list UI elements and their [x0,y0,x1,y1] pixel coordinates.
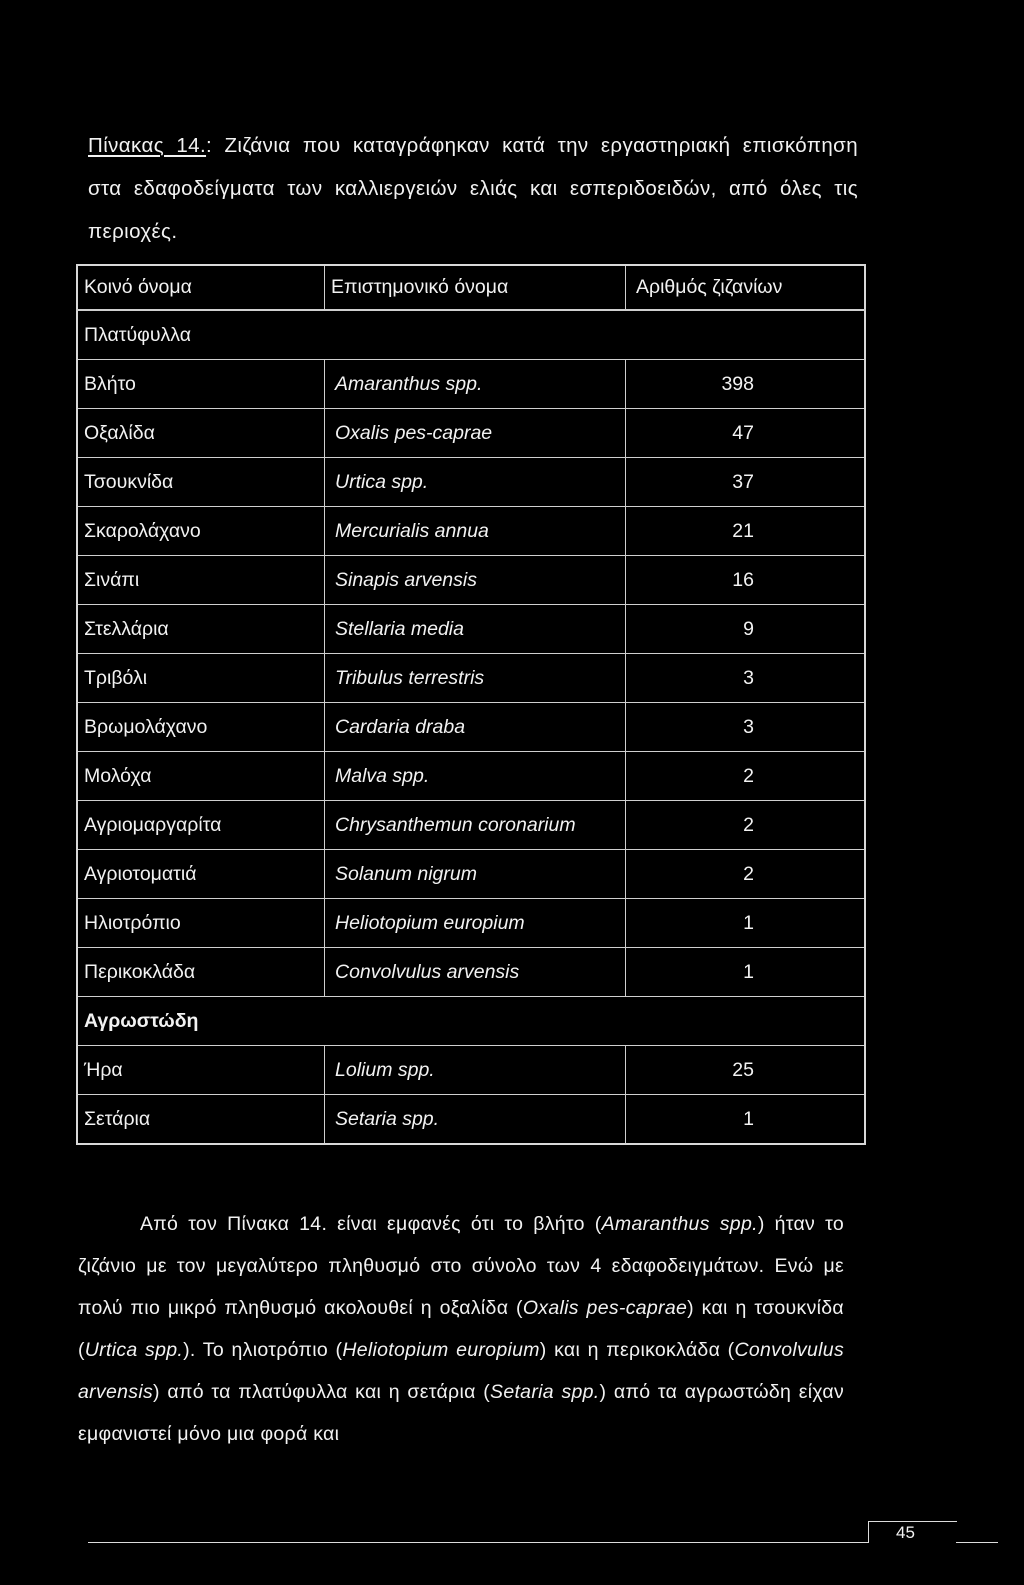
page-number: 45 [896,1523,915,1542]
cell-scientific-name: Setaria spp. [325,1095,626,1145]
cell-common-name: Ηλιοτρόπιο [77,899,325,948]
cell-weed-count: 37 [626,458,866,507]
footer-rule-right [956,1542,998,1543]
table-row [77,1046,865,1095]
cell-scientific-name: Lolium spp. [325,1046,626,1095]
cell-common-name: Βλήτο [77,360,325,409]
cell-weed-count: 398 [626,360,866,409]
table-row [77,654,865,703]
paragraph-text-1: Από τον Πίνακα 14. είναι εμφανές ότι το βλήτο ( [140,1213,602,1235]
cell-scientific-name: Solanum nigrum [325,850,626,899]
cell-scientific-name: Stellaria media [325,605,626,654]
table-caption-text: : Ζιζάνια που καταγράφηκαν κατά την εργαστηριακή επισκόπηση στα εδαφοδείγματα των καλλιεργειών ελιάς και εσπεριδοειδών, από όλες τις περιοχές. [88,134,858,243]
table-row [77,507,865,556]
paragraph-sci-1: Amaranthus spp. [601,1213,758,1235]
cell-weed-count: 47 [626,409,866,458]
cell-common-name: Σινάπι [77,556,325,605]
body-paragraph [78,1203,844,1455]
paragraph-text-5: ) και η περικοκλάδα ( [539,1339,735,1361]
table-row [77,458,865,507]
cell-weed-count: 3 [626,654,866,703]
table-row [77,360,865,409]
cell-weed-count: 1 [626,948,866,997]
header-common-name: Κοινό όνομα [77,265,325,310]
cell-common-name: Σετάρια [77,1095,325,1145]
cell-common-name: Βρωμολάχανο [77,703,325,752]
table-header-row [77,265,865,310]
cell-common-name: Περικοκλάδα [77,948,325,997]
cell-weed-count: 9 [626,605,866,654]
cell-scientific-name: Tribulus terrestris [325,654,626,703]
table-row [77,948,865,997]
paragraph-sci-6: Setaria spp. [490,1381,600,1403]
cell-common-name: Ήρα [77,1046,325,1095]
cell-weed-count: 21 [626,507,866,556]
header-weed-count: Αριθμός ζιζανίων [626,265,866,310]
cell-weed-count: 2 [626,752,866,801]
cell-scientific-name: Sinapis arvensis [325,556,626,605]
group-label-broadleaf: Πλατύφυλλα [77,310,865,360]
table-row [77,409,865,458]
weeds-table [76,264,866,1145]
paragraph-sci-2: Oxalis pes-caprae [522,1297,688,1319]
table-row [77,703,865,752]
cell-scientific-name: Malva spp. [325,752,626,801]
table-row [77,801,865,850]
paragraph-text-2: ) ήταν το ζιζάνιο με τον μεγαλύτερο πληθυσμό στο σύνολο των 4 εδαφοδειγμάτων. Ενώ με πολύ πιο μικρό πληθυσμό ακολουθεί η οξαλίδα ( [78,1213,844,1319]
table-row [77,899,865,948]
table-row [77,556,865,605]
cell-weed-count: 25 [626,1046,866,1095]
cell-weed-count: 1 [626,899,866,948]
cell-common-name: Μολόχα [77,752,325,801]
paragraph-text-4: ). Το ηλιοτρόπιο ( [183,1339,343,1361]
table-row [77,850,865,899]
cell-weed-count: 2 [626,850,866,899]
cell-common-name: Στελλάρια [77,605,325,654]
table-caption-label: Πίνακας 14. [88,134,207,157]
cell-common-name: Αγριοτοματιά [77,850,325,899]
cell-weed-count: 3 [626,703,866,752]
paragraph-text-7: ) από τα αγρωστώδη είχαν εμφανιστεί μόνο μια φορά και [78,1381,844,1445]
cell-scientific-name: Convolvulus arvensis [325,948,626,997]
table-caption [88,124,858,253]
cell-scientific-name: Cardaria draba [325,703,626,752]
cell-scientific-name: Mercurialis annua [325,507,626,556]
cell-weed-count: 2 [626,801,866,850]
cell-common-name: Αγριομαργαρίτα [77,801,325,850]
cell-scientific-name: Heliotopium europium [325,899,626,948]
cell-common-name: Οξαλίδα [77,409,325,458]
table-row [77,1095,865,1145]
table-body [77,310,865,1144]
paragraph-text-6: ) από τα πλατύφυλλα και η σετάρια ( [153,1381,491,1403]
group-row-grasses [77,997,865,1046]
cell-common-name: Τριβόλι [77,654,325,703]
cell-weed-count: 1 [626,1095,866,1145]
footer-rule-left [88,1542,869,1543]
group-row-broadleaf [77,310,865,360]
paragraph-sci-5: Convolvulus arvensis [78,1339,844,1403]
cell-scientific-name: Oxalis pes-caprae [325,409,626,458]
header-scientific-name: Επιστημονικό όνομα [325,265,626,310]
paragraph-text-3: ) και η τσουκνίδα ( [78,1297,844,1361]
table-row [77,752,865,801]
paragraph-sci-4: Heliotopium europium [342,1339,540,1361]
cell-common-name: Σκαρολάχανο [77,507,325,556]
cell-common-name: Τσουκνίδα [77,458,325,507]
paragraph-sci-3: Urtica spp. [84,1339,184,1361]
group-label-grasses: Αγρωστώδη [77,997,865,1046]
table-row [77,605,865,654]
cell-scientific-name: Amaranthus spp. [325,360,626,409]
cell-scientific-name: Chrysanthemun coronarium [325,801,626,850]
cell-scientific-name: Urtica spp. [325,458,626,507]
cell-weed-count: 16 [626,556,866,605]
